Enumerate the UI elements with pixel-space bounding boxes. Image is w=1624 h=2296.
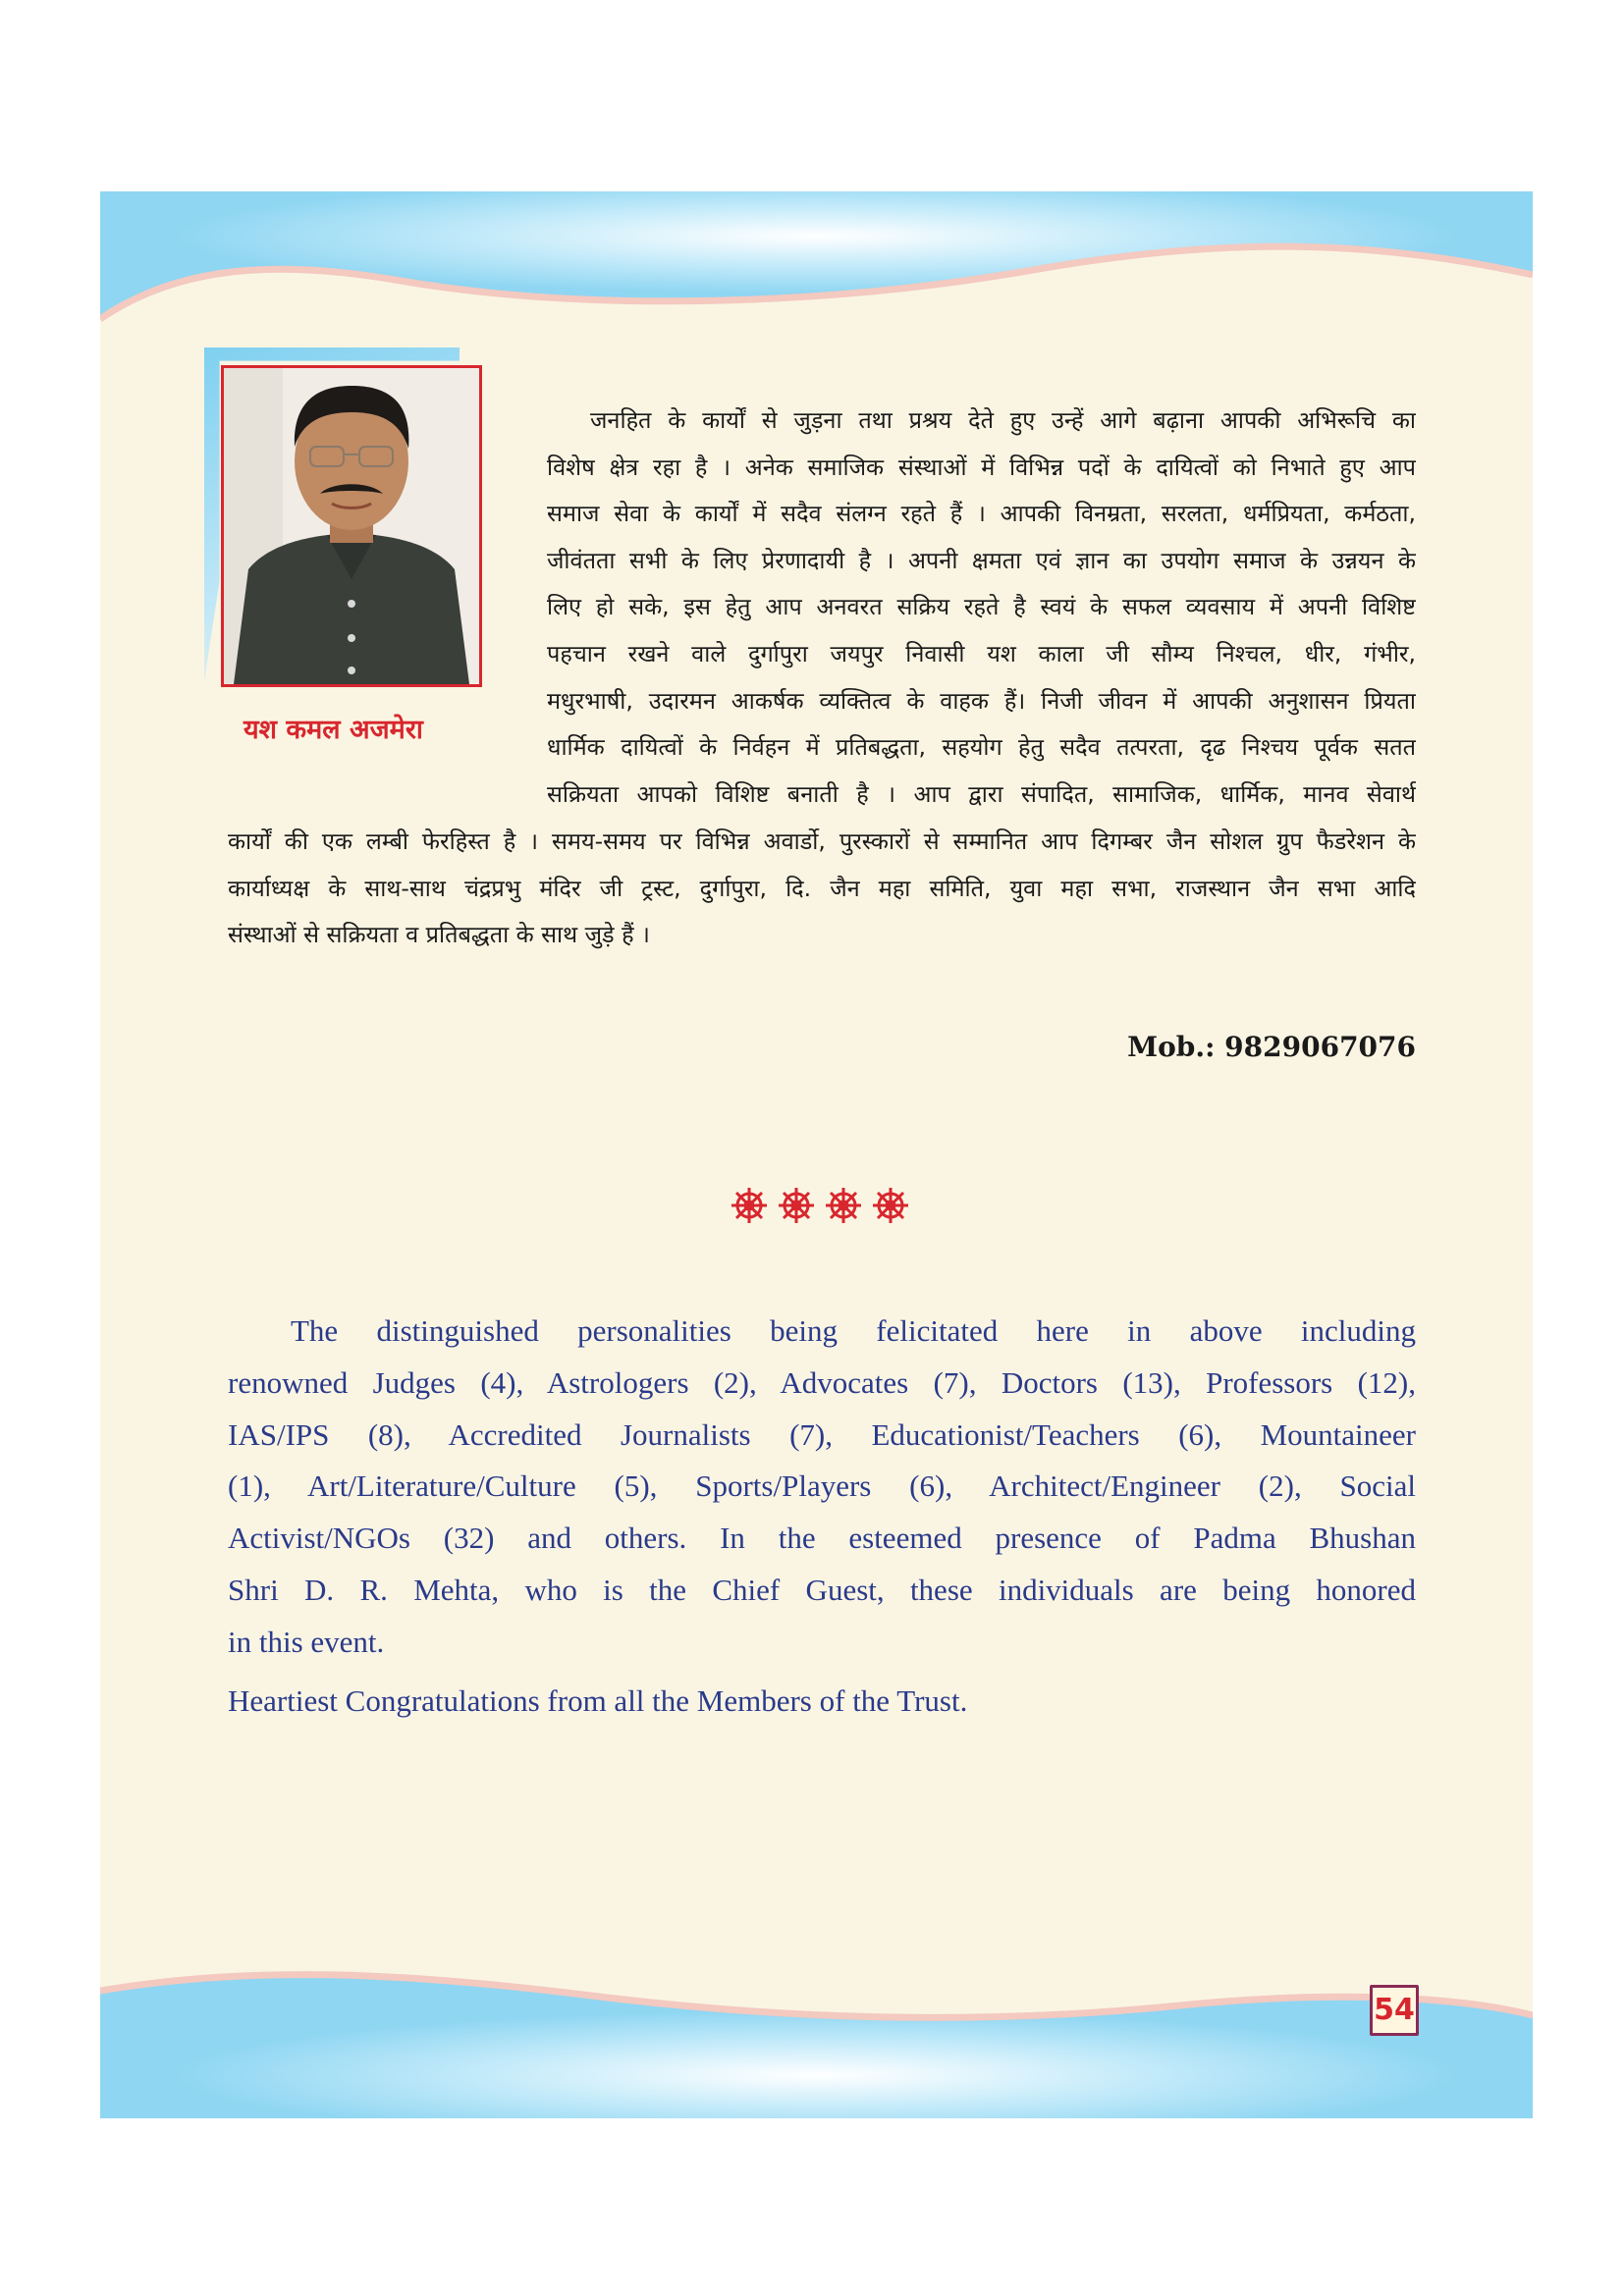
hindi-line: धार्मिक दायित्वों के निर्वहन में प्रतिबद्धता, सहयोग हेतु सदैव तत्परता, दृढ निश्चय पूर्वक सतत (547, 733, 1416, 762)
hindi-line: समाज सेवा के कार्यों में सदैव संलग्न रहते हैं । आपकी विनम्रता, सरलता, धर्मप्रियता, कर्मठता, (547, 500, 1416, 528)
english-line: Activist/NGOs (32) and others. In the esteemed presence of Padma Bhushan (228, 1521, 1416, 1556)
dharma-wheel-icon (777, 1186, 816, 1229)
hindi-line: विशेष क्षेत्र रहा है । अनेक समाजिक संस्थाओं में विभिन्न पदों के दायित्वों को निभाते हुए आप (547, 453, 1416, 481)
hindi-line: पहचान रखने वाले दुर्गापुरा जयपुर निवासी यश काला जी सौम्य निश्चल, धीर, गंभीर, (547, 639, 1416, 667)
portrait-illustration (224, 368, 479, 684)
hindi-line: संस्थाओं से सक्रियता व प्रतिबद्धता के साथ जुड़े हैं । (228, 921, 650, 949)
english-line: in this event. (228, 1624, 385, 1659)
english-line: renowned Judges (4), Astrologers (2), Advocates (7), Doctors (13), Professors (12), (228, 1364, 1416, 1400)
english-line: IAS/IPS (8), Accredited Journalists (7), Educationist/Teachers (6), Mountaineer (228, 1416, 1416, 1452)
portrait-block (204, 347, 489, 696)
hindi-line: सक्रियता आपको विशिष्ट बनाती है । आप द्वारा संपादित, सामाजिक, धार्मिक, मानव सेवार्थ (547, 779, 1416, 808)
hindi-line: लिए हो सके, इस हेतु आप अनवरत सक्रिय रहते है स्वयं के सफल व्यवसाय में अपनी विशिष्ट (547, 593, 1416, 621)
hindi-paragraph-1 (547, 398, 1416, 818)
hindi-line: मधुरभाषी, उदारमन आकर्षक व्यक्तित्व के वाहक हैं। निजी जीवन में आपकी अनुशासन प्रियता (547, 686, 1416, 715)
congratulations-line: Heartiest Congratulations from all the Members of the Trust. (228, 1683, 968, 1718)
hindi-line: कार्यों की एक लम्बी फेरहिस्त है । समय-समय पर विभिन्न अवार्डो, पुरस्कारों से सम्मानित आप दिगम्बर जैन सोशल ग्रुप फैडरेशन के (228, 828, 1416, 855)
page-number: 54 (1370, 1985, 1419, 2036)
dharma-wheel-icon (730, 1186, 769, 1229)
dharma-wheel-icon (871, 1186, 910, 1229)
top-wave-band (100, 191, 1533, 339)
dharma-wheel-icon (824, 1186, 863, 1229)
portrait-caption: यश कमल अजमेरा (244, 715, 423, 745)
english-line: Shri D. R. Mehta, who is the Chief Guest, these individuals are being honored (228, 1572, 1416, 1607)
english-line: The distinguished personalities being felicitated here in above including (291, 1313, 1416, 1348)
english-paragraph (228, 1306, 1416, 1669)
hindi-paragraph-2 (228, 819, 1416, 959)
hindi-line: जनहित के कार्यों से जुड़ना तथा प्रश्रय देते हुए उन्हें आगे बढ़ाना आपकी अभिरूचि का (590, 406, 1416, 434)
english-line: (1), Art/Literature/Culture (5), Sports/Players (6), Architect/Engineer (2), Social (228, 1468, 1416, 1504)
hindi-line: कार्याध्यक्ष के साथ-साथ चंद्रप्रभु मंदिर जी ट्रस्ट, दुर्गापुरा, दि. जैन महा समिति, युवा महा सभा, राजस्थान जैन सभा आदि (228, 874, 1416, 902)
portrait-photo (221, 365, 482, 687)
hindi-line: जीवंतता सभी के लिए प्रेरणादायी है । अपनी क्षमता एवं ज्ञान का उपयोग समाज के उन्नयन के (547, 546, 1416, 574)
mobile-number: Mob.: 9829067076 (1127, 1031, 1416, 1063)
bottom-wave-band (100, 1951, 1533, 2118)
ornament-divider (730, 1186, 910, 1229)
